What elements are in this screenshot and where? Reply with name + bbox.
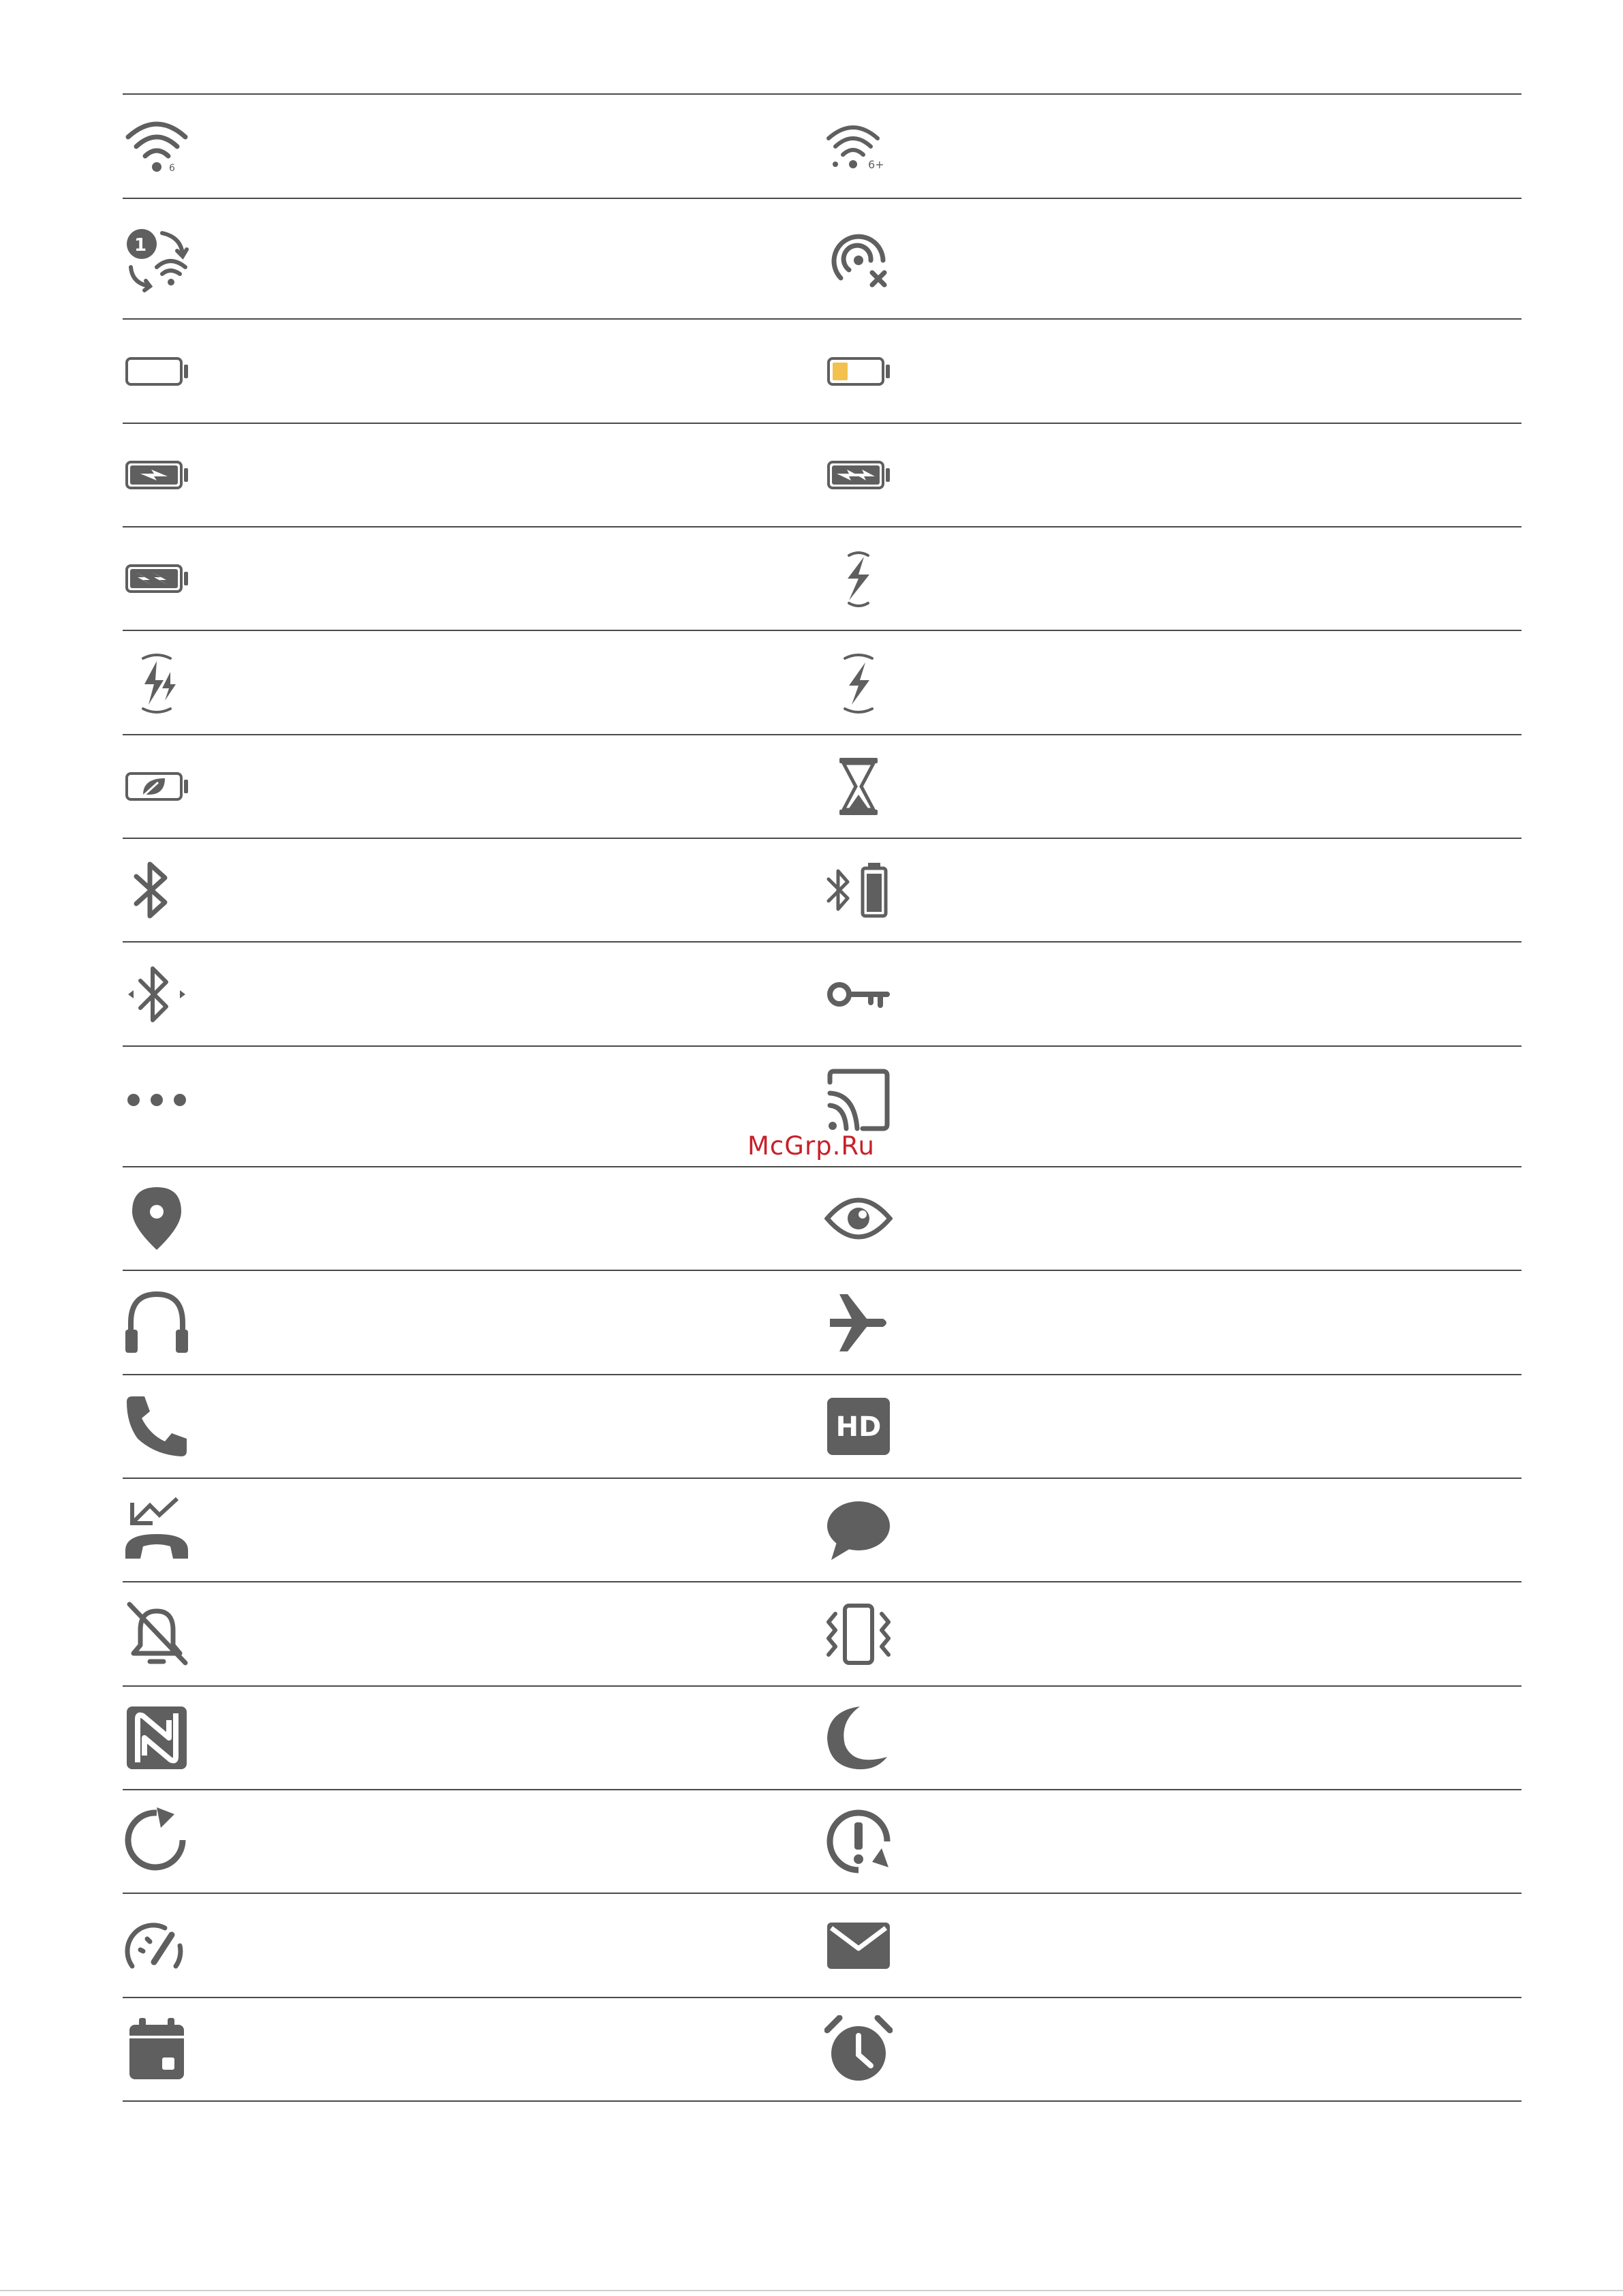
table-row <box>123 95 1521 198</box>
table-row <box>123 1479 1521 1581</box>
sync-failed-icon <box>824 1807 893 1876</box>
svg-text:6: 6 <box>169 162 175 174</box>
svg-text:1: 1 <box>134 234 147 256</box>
calendar-event-icon <box>123 2015 191 2083</box>
more-notifications-icon <box>123 1066 191 1134</box>
page-footer-line <box>0 2290 1623 2291</box>
table-row <box>123 1582 1521 1685</box>
watermark: McGrp.Ru <box>747 1131 875 1161</box>
battery-empty-icon <box>123 337 191 405</box>
message-icon <box>824 1496 893 1564</box>
table-row <box>123 1375 1521 1478</box>
svg-text:6+: 6+ <box>868 157 884 171</box>
table-row <box>123 1271 1521 1374</box>
email-icon <box>824 1912 893 1980</box>
table-row <box>123 839 1521 941</box>
vibration-icon <box>824 1600 893 1668</box>
hd-voice-icon <box>824 1392 893 1460</box>
wifi-bridge-icon <box>123 225 191 293</box>
wireless-quick-charging-icon <box>123 649 191 717</box>
missed-call-icon <box>123 1496 191 1564</box>
table-row <box>123 320 1521 423</box>
digital-balance-icon <box>824 752 893 821</box>
vpn-key-icon <box>824 960 893 1028</box>
alarm-icon <box>824 2015 893 2083</box>
table-row <box>123 424 1521 526</box>
bluetooth-connected-icon <box>123 960 191 1028</box>
battery-charging-icon <box>123 441 191 509</box>
wireless-charging-icon <box>824 649 893 717</box>
hotspot-disconnected-icon <box>824 225 893 293</box>
performance-mode-icon <box>123 1912 191 1980</box>
power-saving-icon <box>123 752 191 821</box>
table-row <box>123 1687 1521 1789</box>
nfc-icon <box>123 1704 191 1772</box>
table-row <box>123 1894 1521 1997</box>
table-row <box>123 1167 1521 1270</box>
table-row <box>123 527 1521 630</box>
bluetooth-battery-icon <box>824 856 893 924</box>
silent-mode-icon <box>123 1600 191 1668</box>
wireless-super-charging-icon <box>824 545 893 613</box>
table-row <box>123 199 1521 318</box>
table-row <box>123 943 1521 1045</box>
table-rule <box>123 2100 1521 2102</box>
battery-quick-charging-icon <box>824 441 893 509</box>
table-row <box>123 631 1521 734</box>
location-icon <box>123 1184 191 1253</box>
call-icon <box>123 1392 191 1460</box>
wifi-6-plus-icon <box>824 112 893 181</box>
cast-icon <box>824 1066 893 1134</box>
battery-low-icon <box>824 337 893 405</box>
syncing-icon <box>123 1807 191 1876</box>
table-row <box>123 1998 1521 2100</box>
do-not-disturb-icon <box>824 1704 893 1772</box>
wifi-6-icon <box>123 112 191 181</box>
table-row <box>123 735 1521 838</box>
eye-comfort-icon <box>824 1184 893 1253</box>
bluetooth-icon <box>123 856 191 924</box>
table-row <box>123 1790 1521 1893</box>
battery-super-charging-icon <box>123 545 191 613</box>
headset-icon <box>123 1289 191 1357</box>
svg-text:HD: HD <box>835 1411 882 1443</box>
airplane-icon <box>824 1289 893 1357</box>
